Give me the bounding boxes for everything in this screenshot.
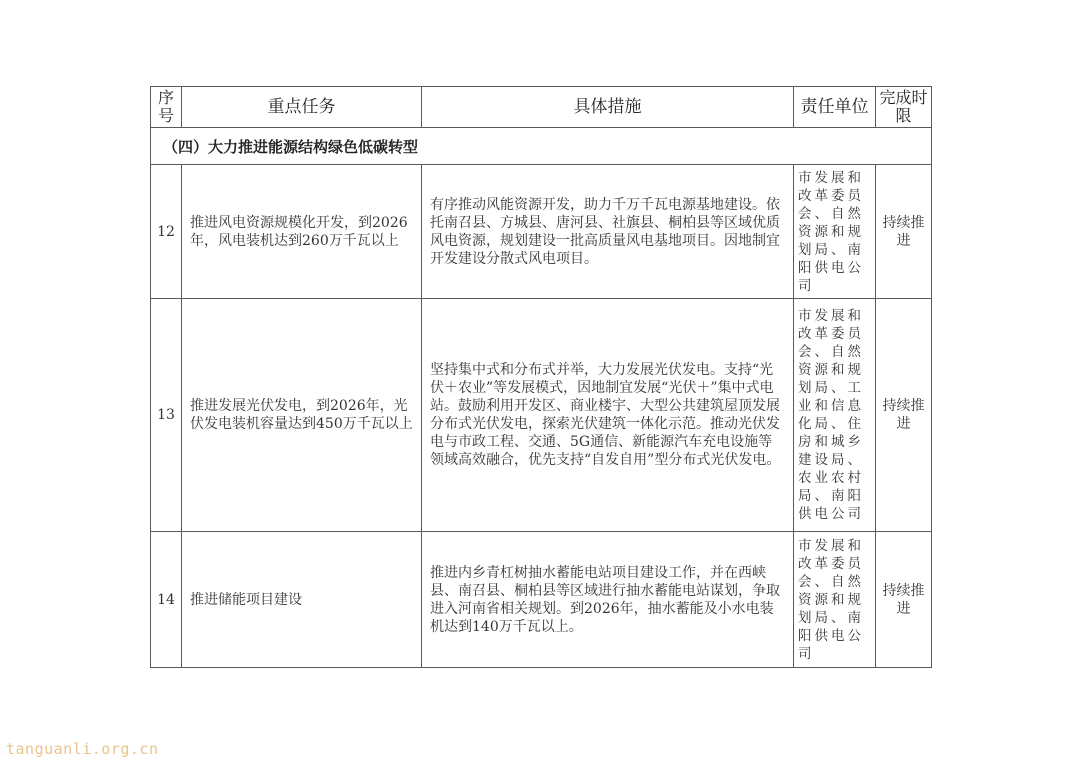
header-measures: 具体措施 [422,87,794,128]
row-seq: 14 [151,532,182,668]
row-deadline: 持续推进 [876,299,932,532]
row-measures: 推进内乡青杠树抽水蓄能电站项目建设工作，并在西峡县、南召县、桐柏县等区域进行抽水蓄能电站谋划，争取进入河南省相关规划。到2026年，抽水蓄能及小水电装机达到140万千瓦以上。 [422,532,794,668]
row-measures: 坚持集中式和分布式并举，大力发展光伏发电。支持“光伏＋农业”等发展模式，因地制宜发展“光伏＋”集中式电站。鼓励利用开发区、商业楼宇、大型公共建筑屋顶发展分布式光伏发电，探索光伏建筑一体化示范。推动光伏发电与市政工程、交通、5G通信、新能源汽车充电设施等领域高效融合，优先支持“自发自用”型分布式光伏发电。 [422,299,794,532]
row-measures: 有序推动风能资源开发，助力千万千瓦电源基地建设。依托南召县、方城县、唐河县、社旗县、桐柏县等区域优质风电资源，规划建设一批高质量风电基地项目。因地制宜开发建设分散式风电项目。 [422,165,794,299]
header-deadline: 完成时限 [876,87,932,128]
row-unit: 市发展和改革委员会、自然资源和规划局、南阳供电公司 [794,532,876,668]
row-deadline: 持续推进 [876,532,932,668]
section-title: （四）大力推进能源结构绿色低碳转型 [151,128,932,165]
table-row [151,532,932,668]
row-seq: 12 [151,165,182,299]
table-row [151,165,932,299]
section-row [151,128,932,165]
row-unit: 市发展和改革委员会、自然资源和规划局、南阳供电公司 [794,165,876,299]
row-task: 推进储能项目建设 [182,532,422,668]
row-unit: 市发展和改革委员会、自然资源和规划局、工业和信息化局、住房和城乡建设局、农业农村局、南阳供电公司 [794,299,876,532]
row-task: 推进风电资源规模化开发，到2026年，风电装机达到260万千瓦以上 [182,165,422,299]
site-watermark: tanguanli.org.cn [6,740,159,758]
task-table [150,86,932,668]
row-task: 推进发展光伏发电，到2026年，光伏发电装机容量达到450万千瓦以上 [182,299,422,532]
header-unit: 责任单位 [794,87,876,128]
header-row [151,87,932,128]
table-row [151,299,932,532]
row-seq: 13 [151,299,182,532]
header-task: 重点任务 [182,87,422,128]
row-deadline: 持续推进 [876,165,932,299]
header-seq: 序号 [151,87,182,128]
